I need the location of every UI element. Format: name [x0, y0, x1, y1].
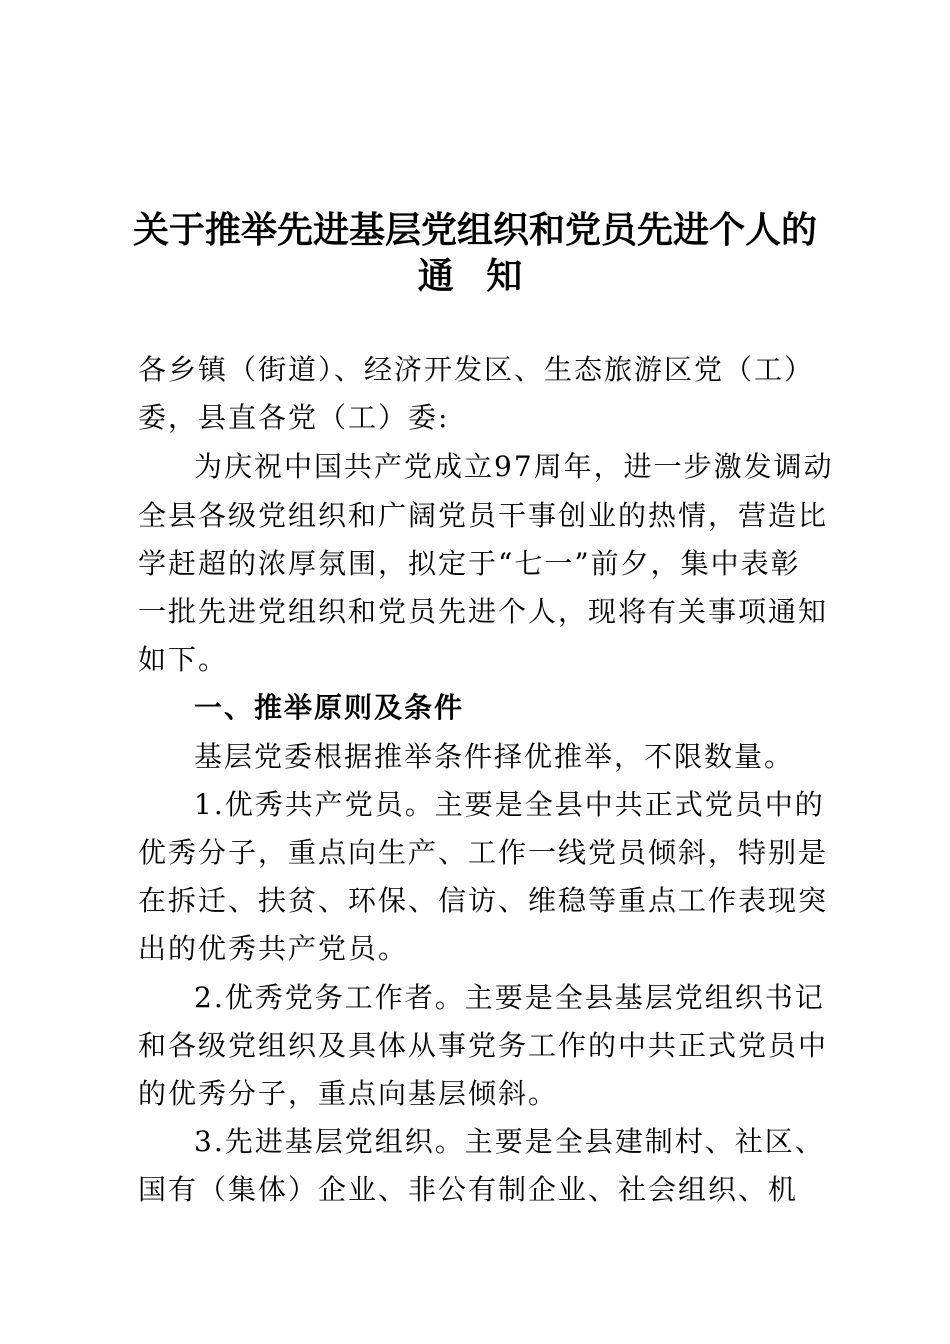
body-line: 2.优秀党务工作者。主要是全县基层党组织书记: [194, 981, 825, 1014]
body-line: 如下。: [138, 643, 229, 676]
body-line: 优秀分子，重点向生产、工作一线党员倾斜，特别是: [138, 836, 829, 869]
body-line: 出的优秀共产党员。: [138, 932, 409, 965]
section-heading: 一、推举原则及条件: [194, 691, 465, 724]
body-line: 全县各级党组织和广阔党员干事创业的热情，营造比: [138, 499, 829, 532]
document-title-line-2: 通 知: [417, 255, 533, 297]
addressee-line-2: 委，县直各党（工）委:: [138, 401, 450, 434]
addressee-line-1: 各乡镇（街道）、经济开发区、生态旅游区党（工）: [138, 353, 815, 386]
body-line: 的优秀分子，重点向基层倾斜。: [138, 1077, 559, 1110]
body-line: 学赶超的浓厚氛围，拟定于“七一”前夕，集中表彰: [138, 547, 801, 580]
body-line: 为庆祝中国共产党成立97周年，进一步激发调动: [194, 450, 834, 483]
body-line: 1.优秀共产党员。主要是全县中共正式党员中的: [194, 788, 825, 821]
document-title-line-1: 关于推举先进基层党组织和党员先进个人的: [132, 209, 817, 251]
body-line: 国有（集体）企业、非公有制企业、社会组织、机: [138, 1173, 799, 1206]
body-line: 和各级党组织及具体从事党务工作的中共正式党员中: [138, 1029, 829, 1062]
body-line: 在拆迁、扶贫、环保、信访、维稳等重点工作表现突: [138, 884, 829, 917]
body-line: 3.先进基层党组织。主要是全县建制村、社区、: [194, 1125, 825, 1158]
body-line: 基层党委根据推举条件择优推举，不限数量。: [194, 740, 795, 773]
body-line: 一批先进党组织和党员先进个人，现将有关事项通知: [138, 595, 829, 628]
